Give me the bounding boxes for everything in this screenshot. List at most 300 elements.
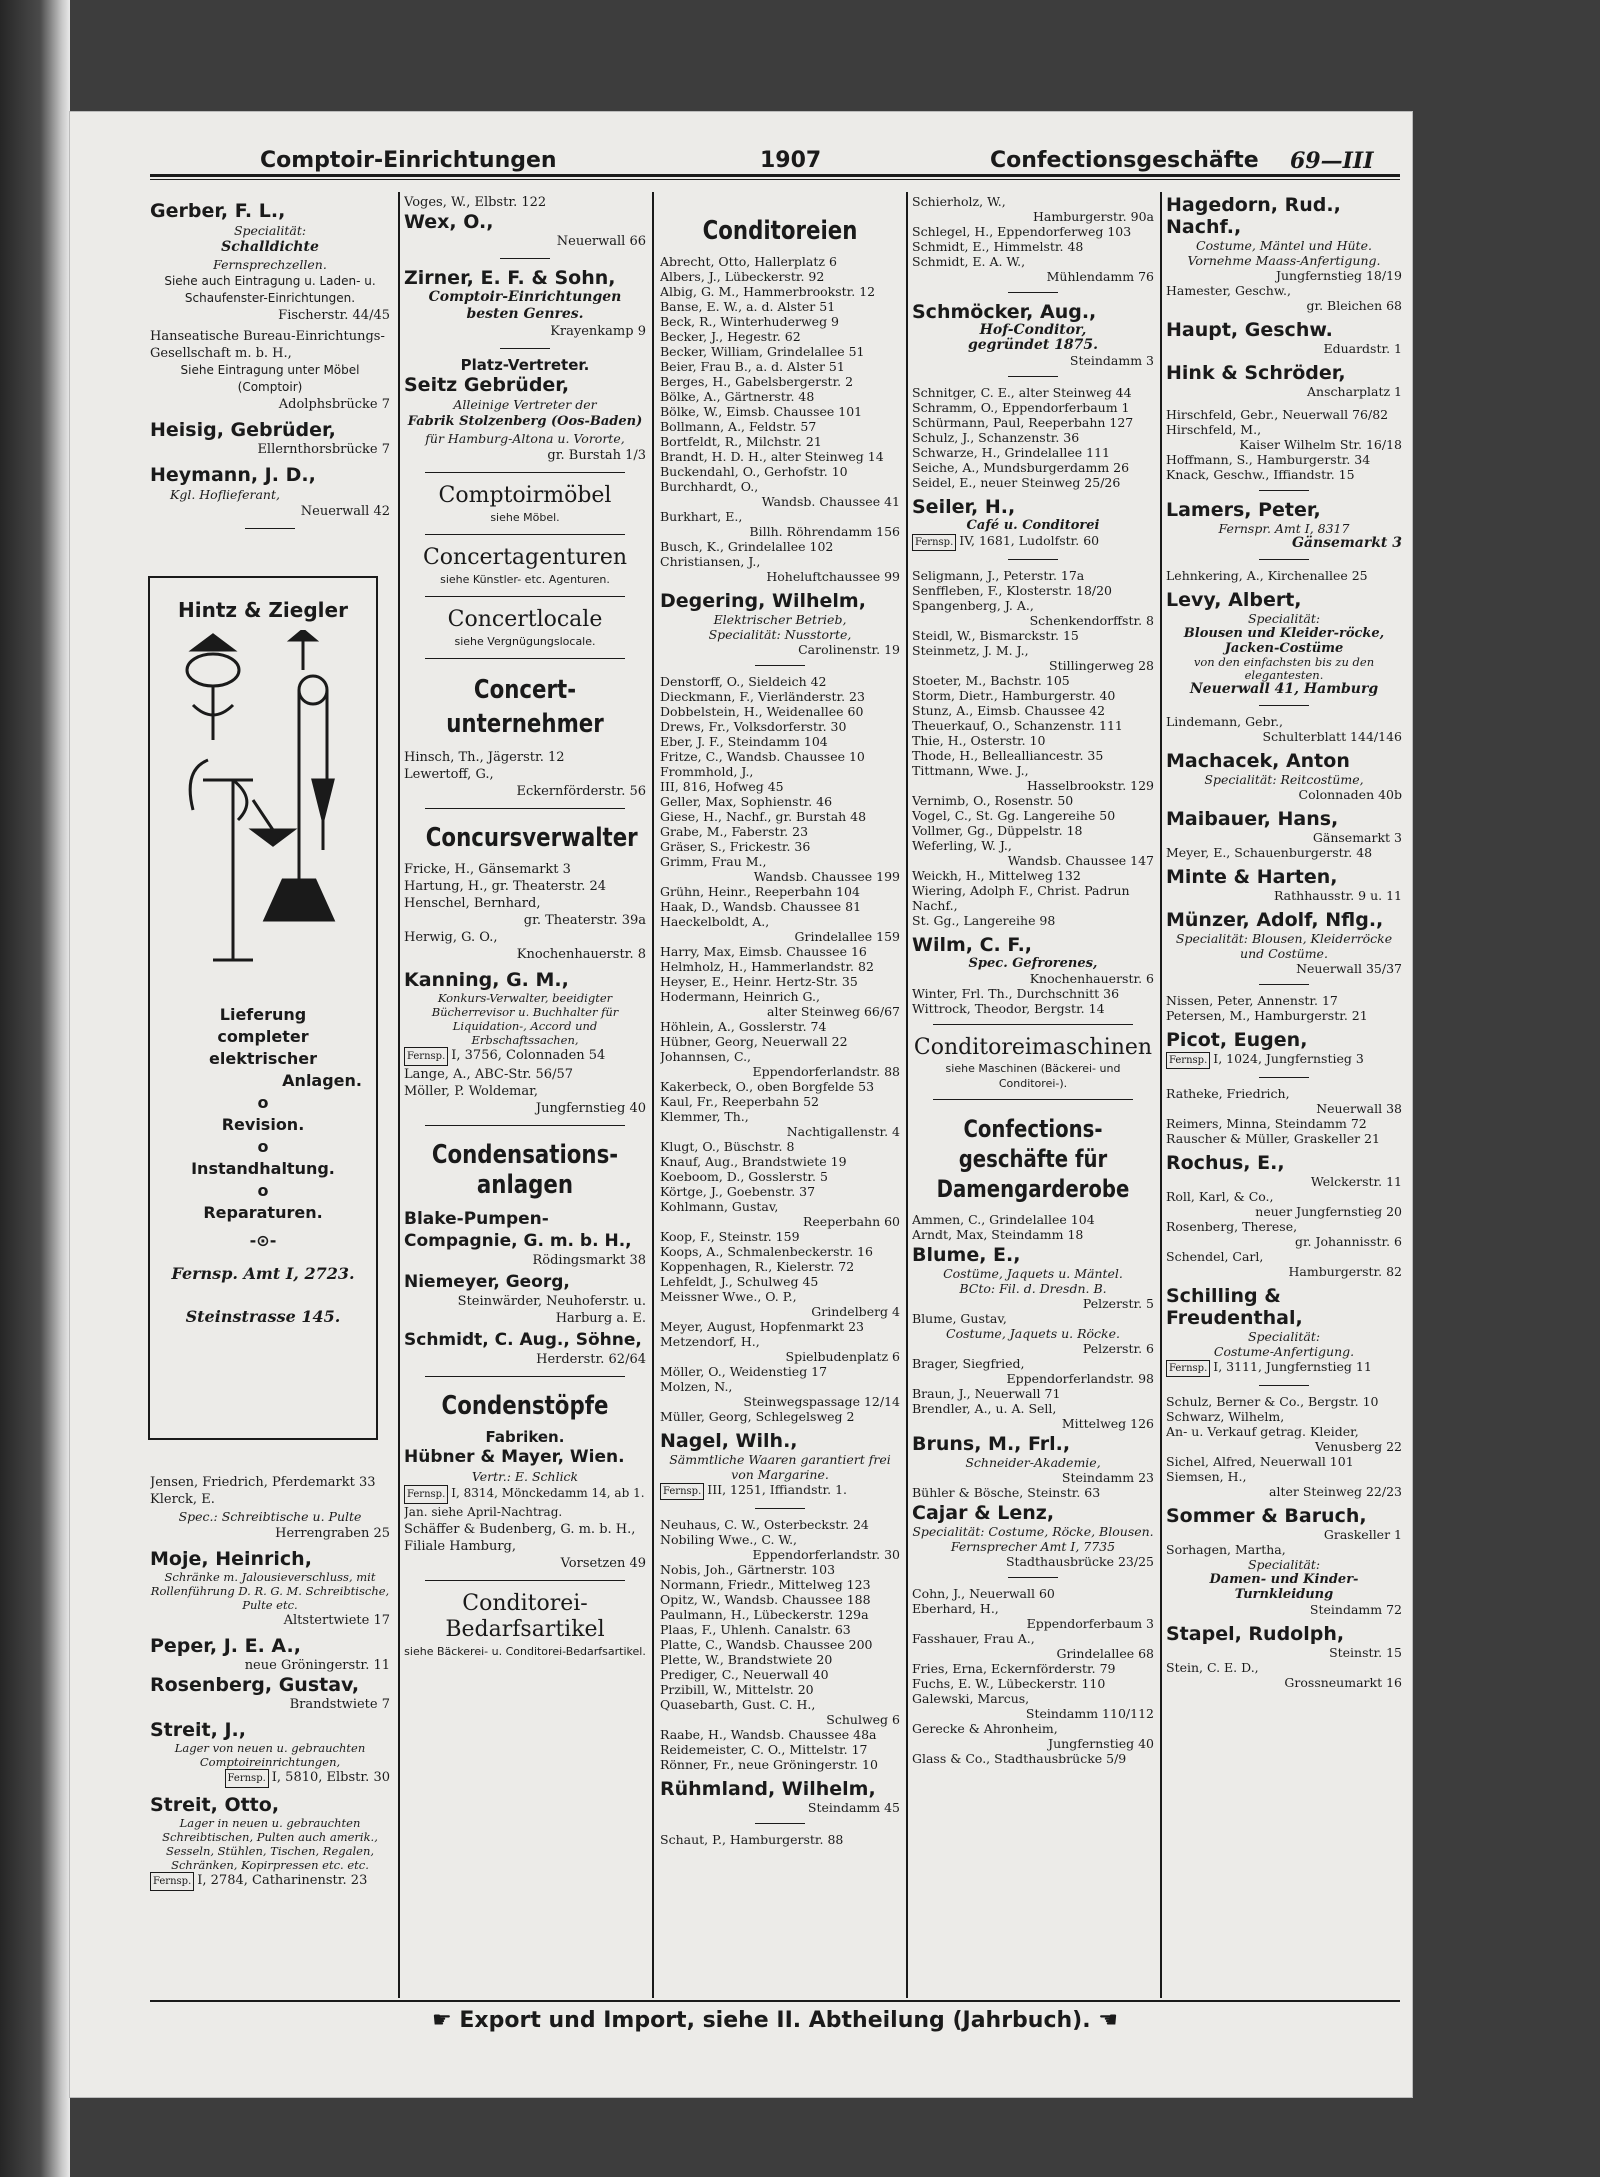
list-entry: Seligmann, J., Peterstr. 17a [912, 568, 1085, 583]
list-entry: Weickh, H., Mittelweg 132 [912, 868, 1081, 883]
list-entry: Helmholz, H., Hammerlandstr. 82 [660, 959, 874, 974]
list-entry: Kohlmann, Gustav, [660, 1199, 779, 1214]
section-heading: Confections-geschäfte für Damengarderobe [936, 1115, 1130, 1203]
list-entry: Möller, O., Weidenstieg 17 [660, 1364, 828, 1379]
list-entry: Spielbudenplatz 6 [785, 1349, 900, 1364]
list-entry: Busch, K., Grindelallee 102 [660, 539, 834, 554]
list-entry: Grindelberg 4 [811, 1304, 900, 1319]
entry-detail: Fernspr. Amt I, 8317 [1218, 521, 1350, 536]
entry-name: Seiler, H., [912, 496, 1016, 518]
list-entry: Wiering, Adolph F., Christ. Padrun Nachf., [912, 883, 1130, 913]
entry-address [150, 1769, 390, 1788]
entry: Meyer, E., Schauenburgerstr. 48 [1166, 845, 1373, 860]
entry-name: Stapel, Rudolph, [1166, 1623, 1345, 1645]
entry-name: Wilm, C. F., [912, 934, 1033, 956]
telephone-badge: Fernsp. [404, 1047, 448, 1066]
entry-name: Hagedorn, Rud., Nachf., [1166, 194, 1341, 238]
entry-detail: Specialität: Reitcostüme, [1204, 772, 1364, 787]
list-entry: Spangenberg, J. A., [912, 598, 1034, 613]
list-entry: Christiansen, J., [660, 554, 761, 569]
column-5 [1166, 194, 1402, 1984]
entry-address: Carolinenstr. 19 [798, 642, 900, 657]
list-entry: Beck, R., Winterhuderweg 9 [660, 314, 840, 329]
section-heading: Conditoreien [702, 216, 858, 246]
list-entry: Brager, Siegfried, [912, 1356, 1025, 1371]
scan-background-bottom [70, 2097, 1412, 2177]
section-reference: siehe Vergnügungslocale. [454, 635, 596, 648]
separator [755, 665, 805, 666]
entry-detail: Kgl. Hoflieferant, [170, 487, 280, 502]
entry-list [912, 1356, 1154, 1431]
entry-address [1166, 1051, 1402, 1069]
entry-detail: Specialität: Nusstorte, [708, 627, 852, 642]
list-entry: Venusberg 22 [1314, 1439, 1402, 1454]
list-entry: Platte, C., Wandsb. Chaussee 200 [660, 1637, 873, 1652]
entry-address: Steindamm 23 [1061, 1470, 1154, 1485]
entry-detail: Fernsprechzellen. [213, 257, 327, 272]
list-entry: Hoffmann, S., Hamburgerstr. 34 [1166, 452, 1371, 467]
entry-detail: Elektrischer Betrieb, [713, 612, 847, 627]
separator [1259, 559, 1309, 560]
entry-address: Steindamm 72 [1309, 1602, 1402, 1617]
entry-address-text: I, 2784, Catharinenstr. 23 [197, 1873, 368, 1888]
list-entry: Becker, J., Hegestr. 62 [660, 329, 801, 344]
list-entry: Beier, Frau B., a. d. Alster 51 [660, 359, 845, 374]
entry-name: Schmöcker, Aug., [912, 301, 1097, 323]
section-heading: Concert-unternehmer [446, 675, 604, 739]
entry-name: Hink & Schröder, [1166, 362, 1346, 384]
entry-detail: Hof-Conditor, [979, 322, 1087, 338]
list-entry: An- u. Verkauf getrag. Kleider, [1166, 1424, 1359, 1439]
list-entry: Harry, Max, Eimsb. Chaussee 16 [660, 944, 867, 959]
entry: Arndt, Max, Steindamm 18 [912, 1227, 1084, 1242]
separator [933, 1099, 1133, 1100]
entry-name: Gerber, F. L., [150, 200, 286, 222]
list-entry: Bortfeldt, R., Milchstr. 21 [660, 434, 822, 449]
entry: Schäffer & Budenberg, G. m. b. H., Filiale Hamburg, [404, 1522, 636, 1554]
list-entry: Lehfeldt, J., Schulweg 45 [660, 1274, 819, 1289]
entry-detail: Comptoir-Einrichtungen besten Genres. [428, 289, 622, 322]
ad-title: Hintz & Ziegler [178, 598, 348, 622]
entry-address: Neuerwall 66 [556, 234, 646, 249]
list-entry: Rauscher & Müller, Graskeller 21 [1166, 1131, 1380, 1146]
list-entry: Nobiling Wwe., C. W., [660, 1532, 798, 1547]
list-entry: Hirschfeld, Gebr., Neuerwall 76/82 [1166, 407, 1389, 422]
entry-address: Stadthausbrücke 23/25 [1005, 1554, 1154, 1569]
list-entry: Paulmann, H., Lübeckerstr. 129a [660, 1607, 869, 1622]
entry-detail: Alleinige Vertreter der [453, 397, 597, 412]
list-entry: Fries, Erna, Eckernförderstr. 79 [912, 1661, 1116, 1676]
entry: Lehnkering, A., Kirchenallee 25 [1166, 568, 1368, 583]
entry-detail: Schalldichte [221, 239, 319, 255]
separator [425, 472, 625, 473]
list-entry: Denstorff, O., Sieldeich 42 [660, 674, 827, 689]
separator [425, 534, 625, 535]
entry-address: Graskeller 1 [1323, 1527, 1402, 1542]
entry-list [912, 1586, 1154, 1766]
list-entry: Schulz, J., Schanzenstr. 36 [912, 430, 1080, 445]
separator [933, 1024, 1133, 1025]
page-footer [150, 2008, 1400, 2033]
list-entry: Becker, William, Grindelallee 51 [660, 344, 865, 359]
list-entry: Berges, H., Gabelsbergerstr. 2 [660, 374, 854, 389]
telephone-badge: Fernsp. [660, 1483, 704, 1500]
separator [1008, 1577, 1058, 1578]
entry-name: Schmidt, C. Aug., Söhne, [404, 1330, 642, 1350]
column-3 [660, 194, 900, 1984]
entry-address [660, 1482, 900, 1500]
section-heading: Comptoirmöbel [438, 483, 612, 508]
entry-address: gr. Burstah 1/3 [547, 448, 646, 463]
list-entry: Dobbelstein, H., Weidenallee 60 [660, 704, 864, 719]
section-heading: Concursverwalter [425, 823, 638, 853]
entry-address: Knochenhauerstr. 8 [516, 947, 646, 962]
entry: Ammen, C., Grindelallee 104 [912, 1212, 1095, 1227]
list-entry: Schwarz, Wilhelm, [1166, 1409, 1285, 1424]
list-entry: Quasebarth, Gust. C. H., [660, 1697, 816, 1712]
list-entry: Haeckelboldt, A., [660, 914, 770, 929]
entry-address: Eduardstr. 1 [1323, 341, 1402, 356]
list-entry: Reeperbahn 60 [802, 1214, 900, 1229]
entry-address: Pelzerstr. 5 [1082, 1296, 1154, 1311]
list-entry: Meyer, August, Hopfenmarkt 23 [660, 1319, 864, 1334]
list-entry: Schürmann, Paul, Reeperbahn 127 [912, 415, 1134, 430]
list-entry: Steindamm 110/112 [1025, 1706, 1154, 1721]
list-entry: Schulweg 6 [826, 1712, 900, 1727]
entry-address: Herderstr. 62/64 [536, 1352, 646, 1367]
list-entry: gr. Johannisstr. 6 [1294, 1234, 1402, 1249]
column-divider-2 [652, 192, 654, 1998]
entry-name: Levy, Albert, [1166, 589, 1302, 611]
entry: Lindemann, Gebr., [1166, 714, 1284, 729]
list-entry: Wandsb. Chaussee 41 [761, 494, 900, 509]
list-entry: Eppendorferbaum 3 [1026, 1616, 1154, 1631]
list-entry: Albig, G. M., Hammerbrookstr. 12 [660, 284, 876, 299]
header-right: Confectionsgeschäfte [990, 148, 1259, 173]
entry-detail: Fernsprecher Amt I, 7735 [950, 1539, 1116, 1554]
separator [425, 596, 625, 597]
entry: Winter, Frl. Th., Durchschnitt 36 [912, 986, 1120, 1001]
scan-background-top [70, 0, 1412, 112]
ad-text: Reparaturen. [203, 1203, 323, 1222]
entry-detail: Specialität: Blousen, Kleiderröcke und Costüme. [1175, 931, 1393, 961]
list-entry: Hirschfeld, M., [1166, 422, 1262, 437]
entry-address: Hamburgerstr. 90a [1033, 209, 1154, 224]
entry-name: Münzer, Adolf, Nflg., [1166, 909, 1384, 931]
list-entry: alter Steinweg 66/67 [767, 1004, 900, 1019]
separator [1259, 984, 1309, 985]
entry-address: Steindamm 45 [807, 1800, 900, 1815]
entry-name: Nagel, Wilh., [660, 1430, 798, 1452]
list-entry: Hübner, Georg, Neuerwall 22 [660, 1034, 848, 1049]
ad-text: Anlagen. [282, 1071, 362, 1090]
telephone-badge: Fernsp. [1166, 1052, 1210, 1069]
entry-note: Siehe auch Eintragung u. Laden- u. Schaufenster-Einrichtungen. [164, 274, 376, 305]
column-2 [404, 194, 646, 1984]
list-entry: Brendler, A., u. A. Sell, [912, 1401, 1057, 1416]
entry-detail: Damen- und Kinder-Turnkleidung [1209, 1572, 1359, 1602]
list-entry: Molzen, N., [660, 1379, 733, 1394]
list-entry: Steinmetz, J. M. J., [912, 643, 1029, 658]
list-entry: Eppendorferlandstr. 30 [752, 1547, 900, 1562]
entry: Lange, A., ABC-Str. 56/57 [404, 1067, 573, 1082]
entry-name: Maibauer, Hans, [1166, 808, 1339, 830]
entry-address: Anscharplatz 1 [1307, 384, 1402, 399]
entry-address: Brandstwiete 7 [289, 1697, 390, 1712]
entry-name: Rosenberg, Gustav, [150, 1674, 360, 1696]
entry: Klerck, E. [150, 1492, 215, 1507]
column-4 [912, 194, 1154, 1984]
list-entry: Kakerbeck, O., oben Borgfelde 53 [660, 1079, 875, 1094]
section-reference: siehe Künstler- etc. Agenturen. [440, 573, 610, 586]
list-entry: Brandt, H. D. H., alter Steinweg 14 [660, 449, 884, 464]
list-entry: Abrecht, Otto, Hallerplatz 6 [660, 254, 837, 269]
list-entry: Klugt, O., Büschstr. 8 [660, 1139, 795, 1154]
list-entry: alter Steinweg 22/23 [1269, 1484, 1402, 1499]
list-entry: Plette, W., Brandstwiete 20 [660, 1652, 833, 1667]
pointing-hand-icon: ☛ [431, 2008, 452, 2033]
list-entry: Hasselbrookstr. 129 [1026, 778, 1154, 793]
ad-phone: Fernsp. Amt I, 2723. [171, 1264, 355, 1283]
entry: Herwig, G. O., [404, 930, 498, 945]
ad-text: Revision. [221, 1115, 305, 1134]
entry: Henschel, Bernhard, [404, 896, 541, 911]
entry-address-text: III, 1251, Iffiandstr. 1. [707, 1482, 848, 1497]
entry-name: Haupt, Geschw. [1166, 319, 1333, 341]
entry-address: Mühlendamm 76 [1046, 269, 1154, 284]
entry-address: Welckerstr. 11 [1310, 1174, 1402, 1189]
list-entry: Schulz, Berner & Co., Bergstr. 10 [1166, 1394, 1379, 1409]
entry-name: Sommer & Baruch, [1166, 1505, 1367, 1527]
entry-address: gr. Theaterstr. 39a [523, 913, 646, 928]
list-entry: Senffleben, F., Klosterstr. 18/20 [912, 583, 1113, 598]
entry-heading: Platz-Vertreter. [460, 356, 590, 374]
entry-address: Steindamm 3 [1069, 353, 1154, 368]
entry-name: Degering, Wilhelm, [660, 590, 866, 612]
entry-address-text: I, 3111, Jungfernstieg 11 [1213, 1359, 1372, 1374]
separator [425, 1125, 625, 1126]
entry-detail: Specialität: [1247, 1329, 1321, 1344]
list-entry: Gräser, S., Frickestr. 36 [660, 839, 811, 854]
header-page-number: 69—III [1290, 148, 1374, 174]
entry-address: Rödingsmarkt 38 [532, 1253, 646, 1268]
list-entry: Wandsb. Chaussee 199 [753, 869, 900, 884]
entry-heading: Fabriken. [485, 1428, 565, 1446]
entry-note: Siehe Eintragung unter Möbel (Comptoir) [180, 363, 360, 394]
list-entry: Koppenhagen, R., Kielerstr. 72 [660, 1259, 855, 1274]
entry-detail: Lager in neuen u. gebrauchten Schreibtischen, Pulten auch amerik., Sesseln, Stühlen, Tischen, Regalen, Schränken, Kopirpressen etc. etc. [162, 1816, 378, 1872]
entry-list [660, 254, 900, 584]
entry: Voges, W., Elbstr. 122 [404, 195, 547, 210]
list-entry: Burkhart, E., [660, 509, 743, 524]
entry: Schmidt, E., Himmelstr. 48 [912, 239, 1084, 254]
list-entry: Normann, Friedr., Mittelweg 123 [660, 1577, 871, 1592]
list-entry: Billh. Röhrendamm 156 [749, 524, 900, 539]
list-entry: Vogel, C., St. Gg. Langereihe 50 [912, 808, 1116, 823]
ad-text: completer [217, 1027, 309, 1046]
entry-address: Steinstr. 15 [1329, 1645, 1402, 1660]
list-entry: Rönner, Fr., neue Gröningerstr. 10 [660, 1757, 878, 1772]
list-entry: Grabe, M., Faberstr. 23 [660, 824, 809, 839]
entry-name: Heymann, J. D., [150, 464, 316, 486]
separator [1259, 1385, 1309, 1386]
entry-detail: Costume, Mäntel und Hüte. Vornehme Maass-Anfertigung. [1187, 238, 1381, 268]
section-reference: siehe Maschinen (Bäckerei- und Conditorei-). [945, 1062, 1121, 1090]
list-entry: Seidel, E., neuer Steinweg 25/26 [912, 475, 1121, 490]
separator [245, 528, 295, 529]
list-entry: III, 816, Hofweg 45 [660, 779, 784, 794]
entry-address: Pelzerstr. 6 [1082, 1341, 1154, 1356]
entry-address-text: I, 1024, Jungfernstieg 3 [1213, 1051, 1364, 1066]
list-entry: Glass & Co., Stadthausbrücke 5/9 [912, 1751, 1127, 1766]
entry-list [1166, 1394, 1402, 1499]
list-entry: Kaul, Fr., Reeperbahn 52 [660, 1094, 819, 1109]
entry-name: Zirner, E. F. & Sohn, [404, 267, 616, 289]
separator [500, 348, 550, 349]
entry-name: Hübner & Mayer, Wien. [404, 1447, 625, 1467]
section-reference: siehe Bäckerei- u. Conditorei-Bedarfsartikel. [404, 1645, 646, 1658]
entry-name: Seitz Gebrüder, [404, 374, 570, 396]
entry-address [404, 1047, 646, 1066]
list-entry: Cohn, J., Neuerwall 60 [912, 1586, 1055, 1601]
list-entry: Mittelweg 126 [1061, 1416, 1154, 1431]
entry: Lewertoff, G., [404, 767, 494, 782]
entry-name: Picot, Eugen, [1166, 1029, 1308, 1051]
entry-detail: Costume, Jaquets u. Röcke. [946, 1326, 1120, 1341]
list-entry: Raabe, H., Wandsb. Chaussee 48a [660, 1727, 877, 1742]
entry: Hinsch, Th., Jägerstr. 12 [404, 750, 565, 765]
list-entry: Grimm, Frau M., [660, 854, 767, 869]
list-entry: Thie, H., Osterstr. 10 [912, 733, 1046, 748]
list-entry: Prediger, C., Neuerwall 40 [660, 1667, 829, 1682]
list-entry: Reidemeister, C. O., Mittelstr. 17 [660, 1742, 868, 1757]
entry-address: Fischerstr. 44/45 [278, 308, 390, 323]
section-heading: Condensations-anlagen [431, 1140, 619, 1200]
list-entry: Fuchs, E. W., Lübeckerstr. 110 [912, 1676, 1106, 1691]
entry-list [660, 674, 900, 1424]
entry-address: Rathhausstr. 9 u. 11 [1273, 888, 1402, 903]
entry-name: Minte & Harten, [1166, 866, 1338, 888]
entry-detail: gegründet 1875. [967, 337, 1099, 353]
section-heading: Concertlocale [447, 607, 603, 632]
entry-detail: Spec.: Schreibtische u. Pulte [178, 1509, 362, 1524]
list-entry: Burchhardt, O., [660, 479, 759, 494]
list-entry: Eber, J. F., Steindamm 104 [660, 734, 828, 749]
list-entry: Gerecke & Ahronheim, [912, 1721, 1058, 1736]
list-entry: Schwarze, H., Grindelallee 111 [912, 445, 1110, 460]
telephone-badge: Fernsp. [150, 1872, 194, 1891]
entry-address [150, 1872, 390, 1891]
telephone-badge: Fernsp. [912, 534, 956, 551]
separator [500, 258, 550, 259]
entry-detail: Lager von neuen u. gebrauchten Comptoireinrichtungen, [174, 1741, 366, 1769]
column-divider-1 [398, 192, 400, 1998]
entry-address: Ellernthorsbrücke 7 [257, 442, 390, 457]
entry-detail: Schneider-Akademie, [965, 1455, 1101, 1470]
list-entry: Bölke, W., Eimsb. Chaussee 101 [660, 404, 863, 419]
entry-address [912, 533, 1154, 551]
entry-address: Jungfernstieg 40 [535, 1101, 646, 1116]
separator [755, 1508, 805, 1509]
entry-address-text: I, 3756, Colonnaden 54 [451, 1048, 606, 1063]
entry-detail: von den einfachsten bis zu den elegantesten. [1193, 655, 1375, 682]
pointing-hand-icon: ☚ [1098, 2008, 1118, 2033]
list-entry: Rosenberg, Therese, [1166, 1219, 1298, 1234]
list-entry: Grindelallee 68 [1056, 1646, 1154, 1661]
list-entry: Dieckmann, F., Vierländerstr. 23 [660, 689, 865, 704]
section-heading: Conditoreimaschinen [913, 1035, 1153, 1060]
entry-detail: Gänsemarkt 3 [1291, 535, 1402, 551]
list-entry: Buckendahl, O., Gerhofstr. 10 [660, 464, 848, 479]
entry-address: Altstertwiete 17 [283, 1613, 390, 1628]
list-entry: Koops, A., Schmalenbeckerstr. 16 [660, 1244, 873, 1259]
list-entry: Jungfernstieg 40 [1048, 1736, 1154, 1751]
separator [425, 1580, 625, 1581]
list-entry: Reimers, Minna, Steindamm 72 [1166, 1116, 1367, 1131]
list-entry: Tittmann, Wwe. J., [912, 763, 1029, 778]
separator [425, 658, 625, 659]
separator [1008, 559, 1058, 560]
list-entry: Höhlein, A., Gosslerstr. 74 [660, 1019, 827, 1034]
entry-name: Blume, E., [912, 1244, 1021, 1266]
entry-name: Rochus, E., [1166, 1152, 1285, 1174]
list-entry: Thode, H., Bellealliancestr. 35 [912, 748, 1104, 763]
entry-name: Rühmland, Wilhelm, [660, 1778, 876, 1800]
page-content [0, 112, 1600, 2097]
list-entry: Körtge, J., Goebenstr. 37 [660, 1184, 816, 1199]
list-entry: Weferling, W. J., [912, 838, 1012, 853]
entry-detail: Specialität: [1247, 1557, 1321, 1572]
column-1-lower [150, 1474, 390, 1974]
entry: Petersen, M., Hamburgerstr. 21 [1166, 1008, 1368, 1023]
header-left: Comptoir-Einrichtungen [260, 148, 557, 173]
entry-name: Streit, Otto, [150, 1794, 280, 1816]
entry-address-text: IV, 1681, Ludolfstr. 60 [959, 533, 1100, 548]
list-entry: Eppendorferlandstr. 98 [1006, 1371, 1154, 1386]
list-entry: Galewski, Marcus, [912, 1691, 1030, 1706]
entry-detail: Schränke m. Jalousieverschluss, mit Rollenführung D. R. G. M. Schreibtische, Pulte etc. [150, 1570, 390, 1612]
entry-detail: Blousen und Kleider-röcke, Jacken-Costüme [1183, 626, 1385, 656]
entry: Schaut, P., Hamburgerstr. 88 [660, 1832, 844, 1847]
list-entry: Knack, Geschw., Iffiandstr. 15 [1166, 467, 1355, 482]
list-entry: Nachtigallenstr. 4 [786, 1124, 900, 1139]
list-entry: Drews, Fr., Volksdorferstr. 30 [660, 719, 847, 734]
entry: Nissen, Peter, Annenstr. 17 [1166, 993, 1338, 1008]
entry-detail: Spec. Gefrorenes, [968, 956, 1098, 971]
entry-list [1166, 1086, 1402, 1146]
entry: Blume, Gustav, [912, 1311, 1007, 1326]
entry-name: Streit, J., [150, 1719, 246, 1741]
list-entry: Grühn, Heinr., Reeperbahn 104 [660, 884, 860, 899]
hintz-ziegler-advertisement [148, 576, 378, 1440]
list-entry: Fritze, C., Wandsb. Chaussee 10 [660, 749, 865, 764]
list-entry: Kaiser Wilhelm Str. 16/18 [1239, 437, 1402, 452]
ad-text: Lieferung [219, 1005, 307, 1024]
entry-detail: Costume-Anfertigung. [1213, 1344, 1355, 1359]
entry-list [1166, 407, 1402, 482]
entry-detail: Costüme, Jaquets u. Mäntel. [943, 1266, 1123, 1281]
list-entry: Eberhard, H., [912, 1601, 999, 1616]
entry-name: Moje, Heinrich, [150, 1548, 312, 1570]
list-entry: Theuerkauf, O., Schanzenstr. 111 [912, 718, 1123, 733]
list-entry: Hamburgerstr. 82 [1288, 1264, 1402, 1279]
entry-list [1166, 1189, 1402, 1279]
list-entry: Braun, J., Neuerwall 71 [912, 1386, 1061, 1401]
entry-name: Peper, J. E. A., [150, 1635, 301, 1657]
entry-address-text: I, 8314, Mönckedamm 14, ab 1. Jan. siehe April-Nachtrag. [404, 1486, 645, 1519]
entry-detail: Konkurs-Verwalter, beeidigter Bücherrevisor u. Buchhalter für Liquidation-, Accord und Erbschaftssachen, [431, 991, 619, 1047]
list-entry: Knauf, Aug., Brandstwiete 19 [660, 1154, 847, 1169]
